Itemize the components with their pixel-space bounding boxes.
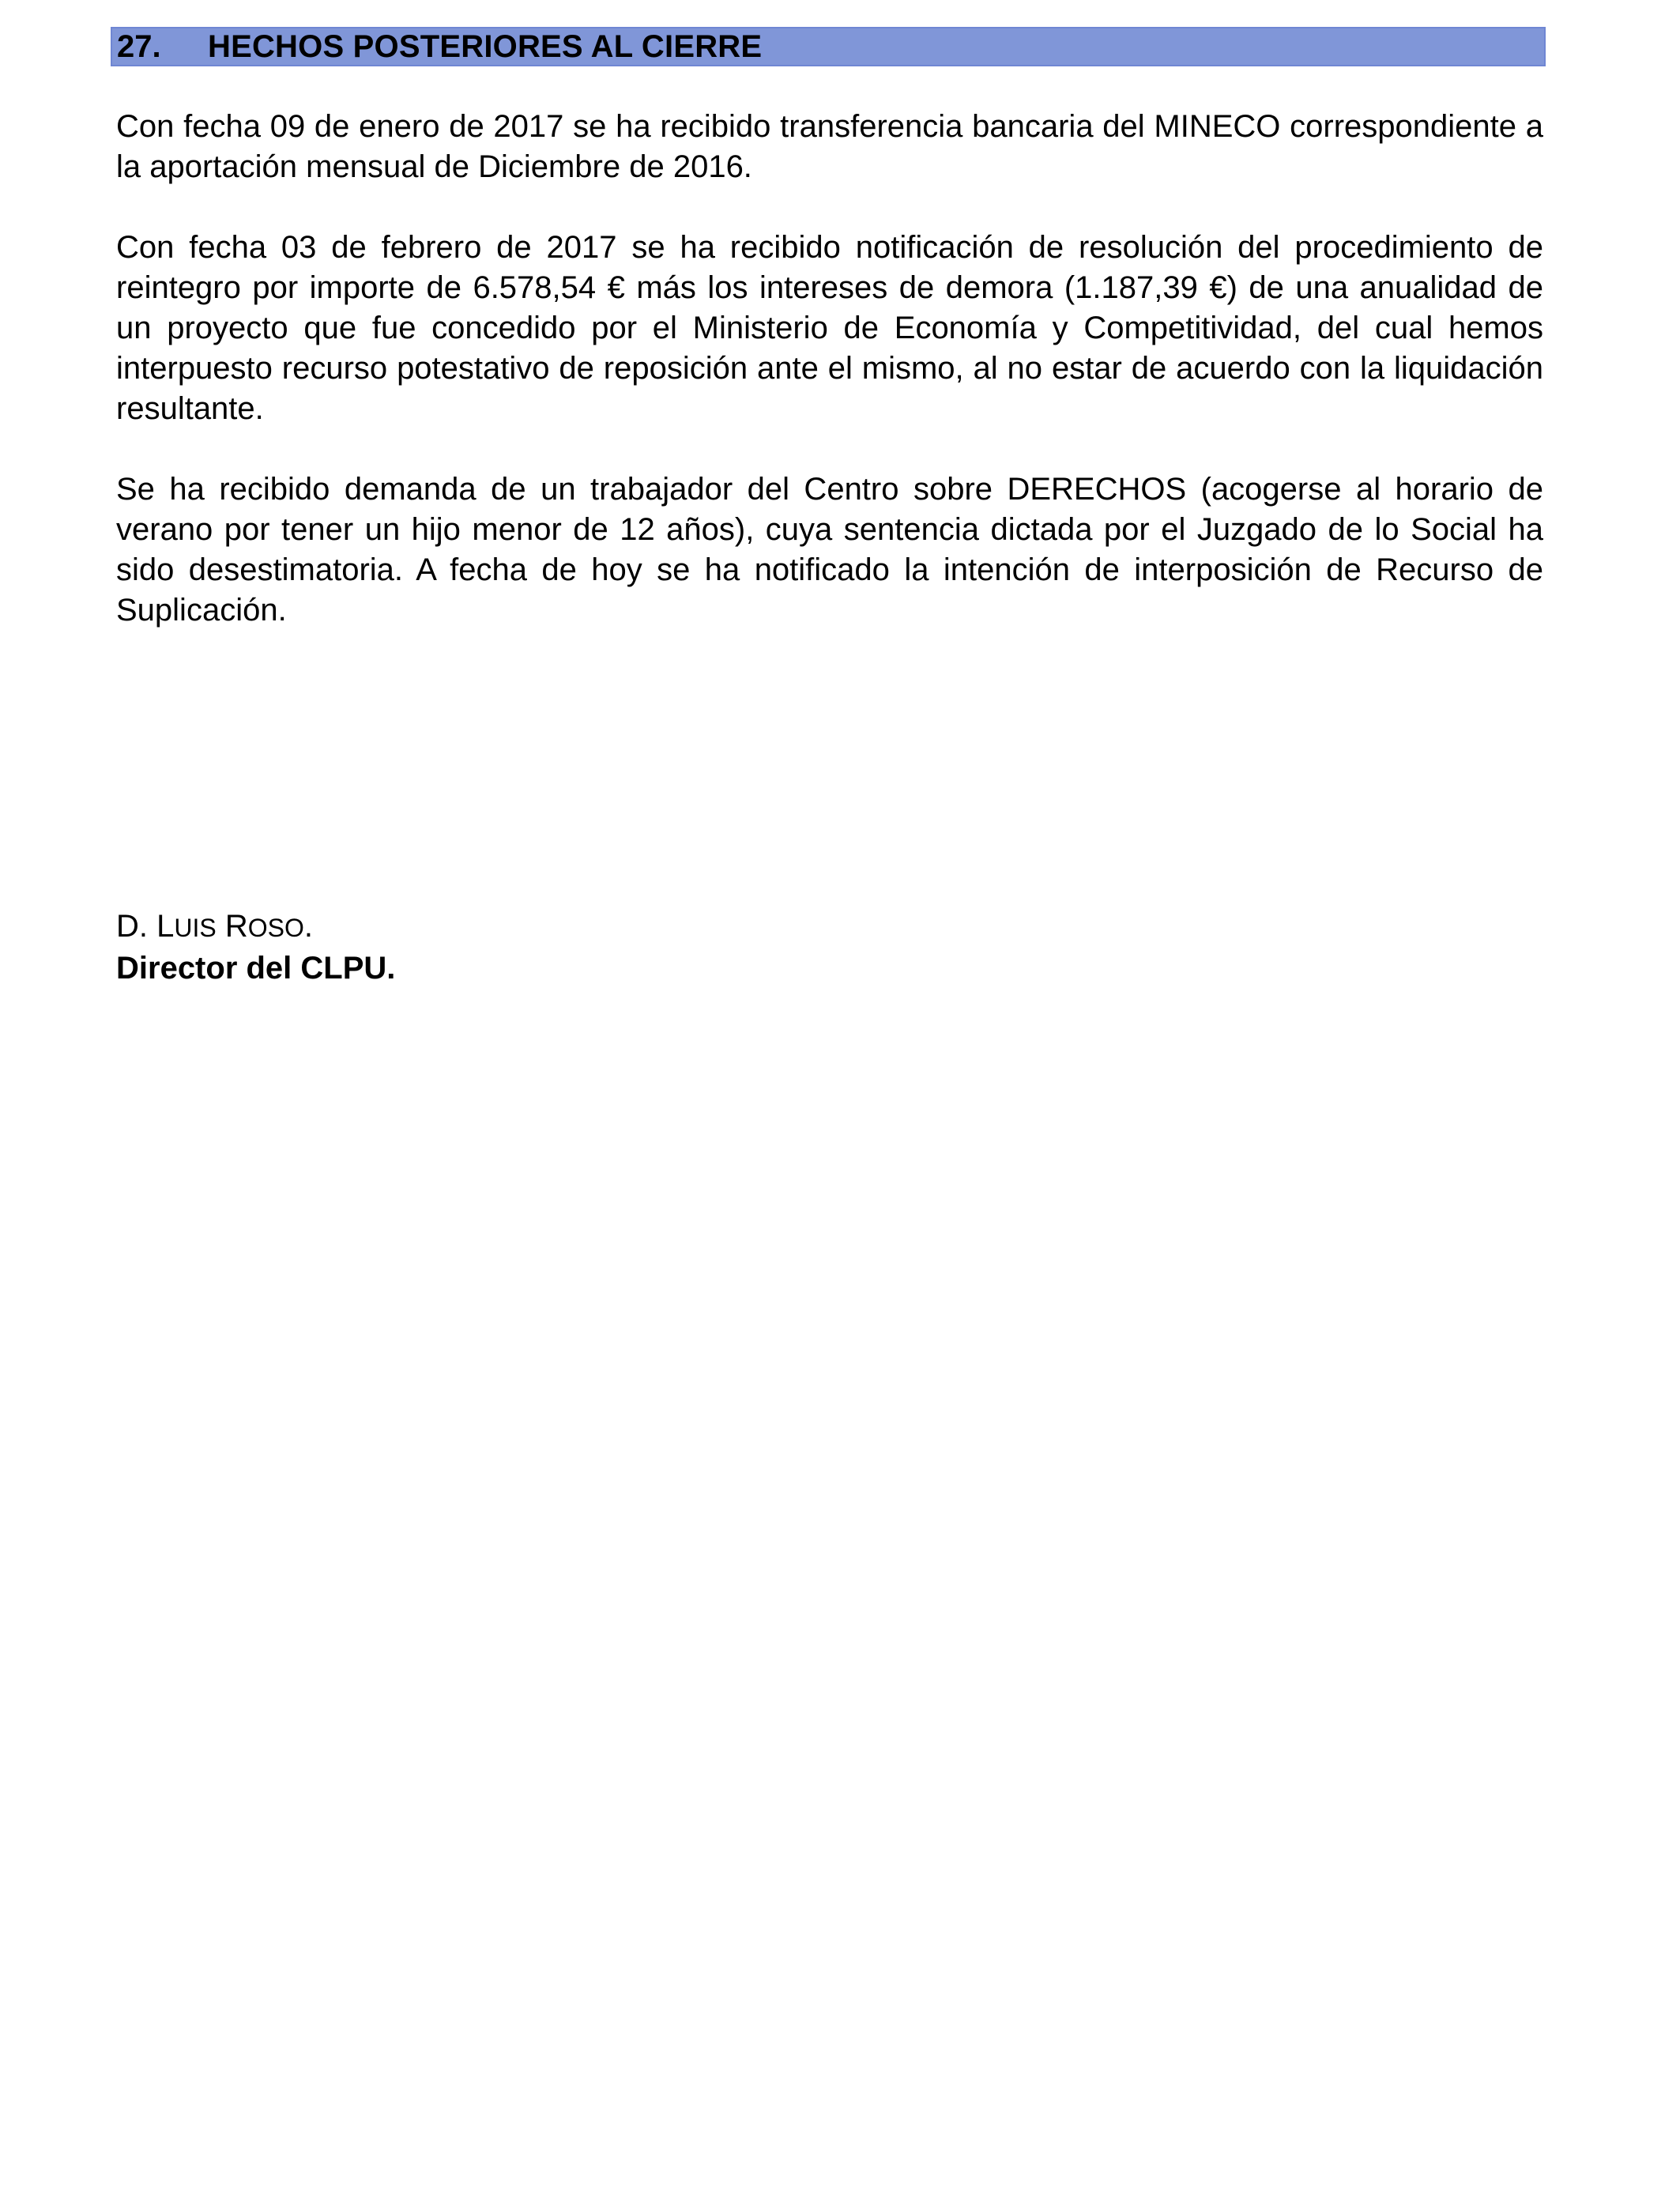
signatory-name-end: . (303, 909, 313, 944)
signature-block (116, 907, 395, 989)
paragraph-reintegro: Con fecha 03 de febrero de 2017 se ha recibido notificación de resolución del procedimiento de reintegro por importe de 6.578,54 € más los intereses de demora (1.187,39 €) de una anualidad de un proyecto que fue concedido por el Ministerio de Economía y Competitividad, del cual hemos interpuesto recurso potestativo de reposición ante el mismo, al no estar de acuerdo con la liquidación resultante. (116, 230, 1543, 426)
signatory-name (116, 907, 395, 948)
paragraph-demanda: Se ha recibido demanda de un trabajador del Centro sobre DERECHOS (acogerse al horario de verano por tener un hijo menor de 12 años), cuya sentencia dictada por el Juzgado de lo Social ha sido desestimatoria. A fecha de hoy se ha notificado la intención de interposición de Recurso de Suplicación. (116, 472, 1543, 628)
signatory-name-rest-1: UIS (174, 914, 217, 942)
signatory-name-rest-2: OSO (247, 914, 304, 942)
section-number: 27. (117, 29, 161, 64)
signatory-name-initial-2: R (224, 909, 248, 944)
signatory-name-initial-1: D. L (116, 909, 175, 944)
section-title: HECHOS POSTERIORES AL CIERRE (208, 29, 763, 64)
paragraph-transfer: Con fecha 09 de enero de 2017 se ha recibido transferencia bancaria del MINECO correspondiente a la aportación mensual de Diciembre de 2016. (116, 109, 1543, 184)
section-header (111, 27, 1546, 66)
signatory-role: Director del CLPU. (116, 951, 396, 986)
section-body (116, 107, 1543, 671)
